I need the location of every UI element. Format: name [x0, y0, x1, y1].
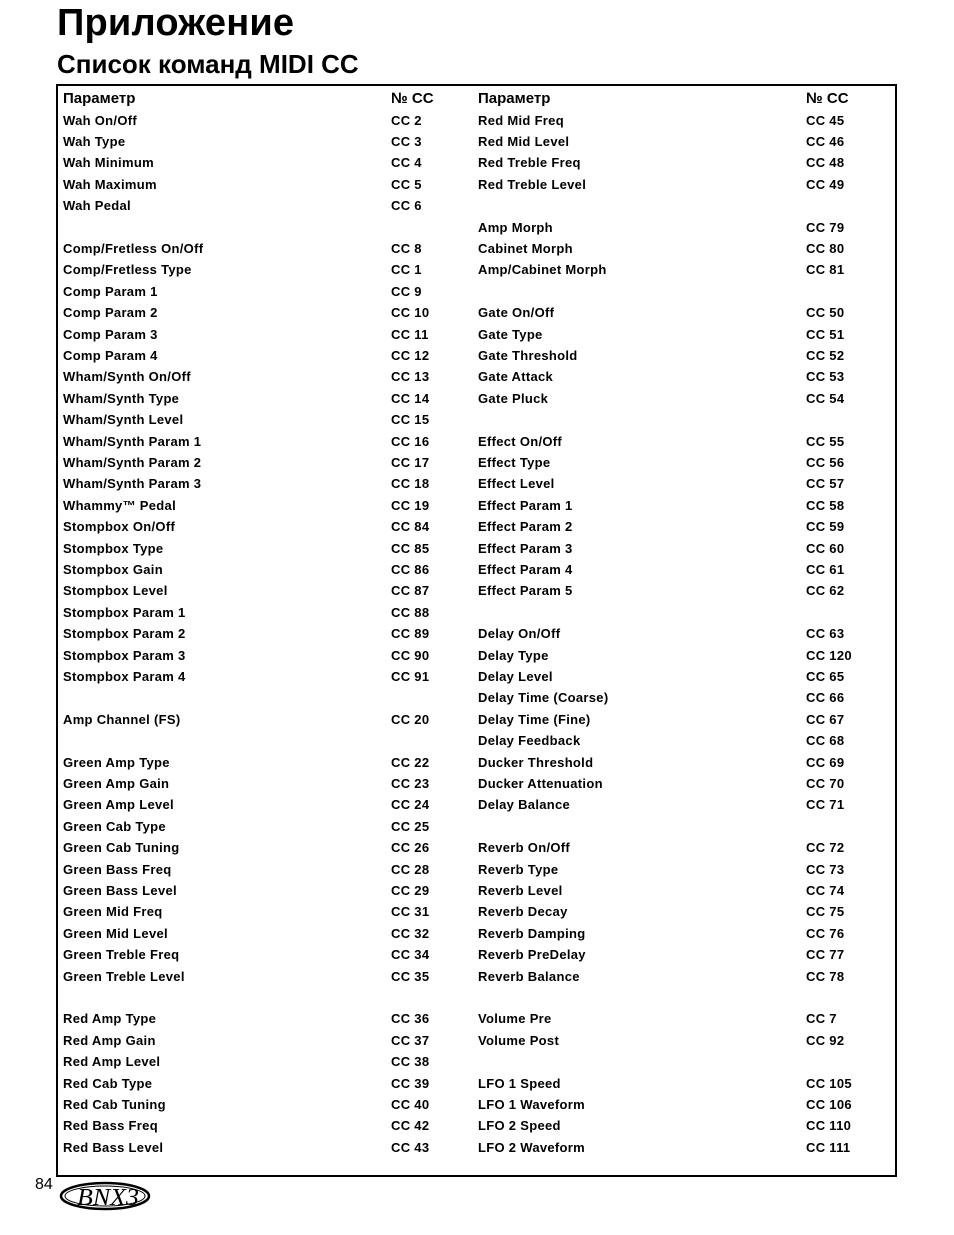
cc-number: CC 76: [806, 925, 845, 941]
cc-number: CC 67: [806, 711, 845, 727]
cc-number: CC 19: [391, 497, 430, 513]
param-name: Delay Type: [478, 647, 549, 663]
param-name: Green Amp Type: [63, 754, 170, 770]
param-name: Reverb PreDelay: [478, 947, 586, 963]
page-number: 84: [35, 1176, 53, 1193]
cc-number: CC 35: [391, 968, 430, 984]
cc-number: CC 69: [806, 754, 845, 770]
cc-number: CC 18: [391, 476, 430, 492]
cc-number: CC 85: [391, 540, 430, 556]
cc-number: CC 56: [806, 454, 845, 470]
cc-number: CC 15: [391, 412, 430, 428]
param-name: Cabinet Morph: [478, 240, 573, 256]
cc-number: CC 22: [391, 754, 430, 770]
param-name: Delay Level: [478, 668, 553, 684]
param-name: Comp/Fretless On/Off: [63, 240, 204, 256]
param-name: Red Cab Tuning: [63, 1096, 166, 1112]
cc-number: CC 50: [806, 305, 845, 321]
param-name: Gate Attack: [478, 369, 554, 385]
page-subtitle: Список команд MIDI CC: [57, 49, 359, 79]
param-name: Wah Minimum: [63, 155, 154, 171]
param-name: Volume Post: [478, 1032, 560, 1048]
param-name: Red Bass Level: [63, 1139, 164, 1155]
midi-cc-table: [56, 84, 897, 1177]
param-name: LFO 2 Speed: [478, 1118, 561, 1134]
cc-number: CC 86: [391, 561, 430, 577]
cc-number: CC 23: [391, 775, 430, 791]
cc-number: CC 88: [391, 604, 430, 620]
param-name: Gate Threshold: [478, 347, 578, 363]
param-name: Stompbox Type: [63, 540, 164, 556]
cc-number: CC 1: [391, 262, 422, 278]
param-name: Red Bass Freq: [63, 1118, 158, 1134]
param-name: Green Cab Type: [63, 818, 166, 834]
logo-text: BNX3: [77, 1185, 139, 1211]
param-name: Delay Balance: [478, 797, 571, 813]
param-name: Green Mid Freq: [63, 904, 163, 920]
cc-number: CC 24: [391, 797, 430, 813]
param-name: Effect Param 3: [478, 540, 573, 556]
cc-number: CC 31: [391, 904, 430, 920]
cc-number: CC 34: [391, 947, 430, 963]
param-name: Stompbox Param 1: [63, 604, 186, 620]
cc-number: CC 16: [391, 433, 430, 449]
param-name: Effect Param 1: [478, 497, 573, 513]
cc-number: CC 38: [391, 1054, 430, 1070]
cc-number: CC 65: [806, 668, 845, 684]
cc-number: CC 70: [806, 775, 845, 791]
cc-number: CC 29: [391, 882, 430, 898]
cc-number: CC 71: [806, 797, 845, 813]
param-name: Stompbox On/Off: [63, 519, 176, 535]
cc-number: CC 52: [806, 347, 845, 363]
cc-number: CC 51: [806, 326, 845, 342]
param-name: Wham/Synth Param 3: [63, 476, 202, 492]
cc-number: CC 28: [391, 861, 430, 877]
param-name: Green Treble Freq: [63, 947, 180, 963]
cc-number: CC 5: [391, 176, 422, 192]
cc-number: CC 90: [391, 647, 430, 663]
cc-number: CC 63: [806, 626, 845, 642]
param-name: Reverb Decay: [478, 904, 568, 920]
cc-number: CC 42: [391, 1118, 430, 1134]
param-name: Wah Type: [63, 133, 126, 149]
bnx3-logo: [57, 1178, 167, 1225]
cc-number: CC 12: [391, 347, 430, 363]
cc-number: CC 66: [806, 690, 845, 706]
cc-number: CC 91: [391, 668, 430, 684]
cc-number: CC 84: [391, 519, 430, 535]
header-cc: № CC: [806, 90, 849, 107]
param-name: Red Treble Level: [478, 176, 587, 192]
param-name: Wham/Synth Param 1: [63, 433, 202, 449]
cc-number: CC 48: [806, 155, 845, 171]
cc-number: CC 72: [806, 840, 845, 856]
cc-number: CC 2: [391, 112, 422, 128]
cc-number: CC 36: [391, 1011, 430, 1027]
param-name: Wah Maximum: [63, 176, 157, 192]
cc-number: CC 74: [806, 882, 845, 898]
cc-number: CC 8: [391, 240, 422, 256]
param-name: Reverb On/Off: [478, 840, 571, 856]
cc-number: CC 81: [806, 262, 845, 278]
param-name: Red Mid Level: [478, 133, 570, 149]
cc-number: CC 13: [391, 369, 430, 385]
cc-number: CC 11: [391, 326, 429, 342]
param-name: Reverb Balance: [478, 968, 580, 984]
cc-number: CC 59: [806, 519, 845, 535]
cc-number: CC 87: [391, 583, 430, 599]
header-cc: № CC: [391, 90, 434, 107]
cc-number: CC 105: [806, 1075, 852, 1091]
cc-number: CC 55: [806, 433, 845, 449]
cc-number: CC 14: [391, 390, 430, 406]
header-param: Параметр: [478, 90, 551, 107]
cc-number: CC 61: [806, 561, 845, 577]
cc-number: CC 7: [806, 1011, 837, 1027]
param-name: Stompbox Param 2: [63, 626, 186, 642]
param-name: Gate Type: [478, 326, 543, 342]
param-name: Effect Param 4: [478, 561, 573, 577]
cc-number: CC 68: [806, 733, 845, 749]
param-name: Green Bass Freq: [63, 861, 172, 877]
param-name: Delay Feedback: [478, 733, 581, 749]
cc-number: CC 49: [806, 176, 845, 192]
param-name: Comp Param 4: [63, 347, 158, 363]
param-name: Wham/Synth Type: [63, 390, 180, 406]
cc-number: CC 25: [391, 818, 430, 834]
cc-number: CC 73: [806, 861, 845, 877]
param-name: Effect Param 5: [478, 583, 573, 599]
param-name: Red Amp Level: [63, 1054, 161, 1070]
cc-number: CC 106: [806, 1096, 852, 1112]
cc-number: CC 3: [391, 133, 422, 149]
param-name: Volume Pre: [478, 1011, 552, 1027]
cc-number: CC 78: [806, 968, 845, 984]
cc-number: CC 32: [391, 925, 430, 941]
param-name: Reverb Type: [478, 861, 559, 877]
param-name: Red Cab Type: [63, 1075, 153, 1091]
cc-number: CC 75: [806, 904, 845, 920]
cc-number: CC 4: [391, 155, 422, 171]
cc-number: CC 79: [806, 219, 845, 235]
page-title: Приложение: [57, 2, 295, 44]
param-name: Wham/Synth Level: [63, 412, 184, 428]
param-name: Comp/Fretless Type: [63, 262, 192, 278]
param-name: Stompbox Gain: [63, 561, 163, 577]
param-name: Wah On/Off: [63, 112, 138, 128]
param-name: Comp Param 1: [63, 283, 158, 299]
param-name: Amp/Cabinet Morph: [478, 262, 607, 278]
cc-number: CC 20: [391, 711, 430, 727]
param-name: Delay Time (Fine): [478, 711, 591, 727]
cc-number: CC 54: [806, 390, 845, 406]
cc-number: CC 46: [806, 133, 845, 149]
param-name: Amp Morph: [478, 219, 553, 235]
cc-number: CC 80: [806, 240, 845, 256]
param-name: LFO 1 Speed: [478, 1075, 561, 1091]
cc-number: CC 120: [806, 647, 852, 663]
param-name: Delay Time (Coarse): [478, 690, 609, 706]
param-name: Gate Pluck: [478, 390, 549, 406]
cc-number: CC 6: [391, 198, 422, 214]
cc-number: CC 10: [391, 305, 430, 321]
cc-number: CC 40: [391, 1096, 430, 1112]
param-name: Stompbox Param 4: [63, 668, 186, 684]
param-name: Red Amp Type: [63, 1011, 157, 1027]
param-name: Comp Param 3: [63, 326, 158, 342]
cc-number: CC 39: [391, 1075, 430, 1091]
param-name: Ducker Attenuation: [478, 775, 603, 791]
param-name: Stompbox Param 3: [63, 647, 186, 663]
param-name: Green Amp Level: [63, 797, 174, 813]
param-name: Green Treble Level: [63, 968, 185, 984]
param-name: Green Mid Level: [63, 925, 168, 941]
cc-number: CC 58: [806, 497, 845, 513]
cc-number: CC 17: [391, 454, 430, 470]
cc-number: CC 77: [806, 947, 845, 963]
cc-number: CC 9: [391, 283, 422, 299]
param-name: LFO 1 Waveform: [478, 1096, 586, 1112]
param-name: Green Cab Tuning: [63, 840, 180, 856]
cc-number: CC 111: [806, 1139, 851, 1155]
param-name: LFO 2 Waveform: [478, 1139, 586, 1155]
cc-number: CC 62: [806, 583, 845, 599]
param-name: Red Mid Freq: [478, 112, 564, 128]
param-name: Wah Pedal: [63, 198, 131, 214]
cc-number: CC 57: [806, 476, 845, 492]
cc-number: CC 89: [391, 626, 430, 642]
param-name: Stompbox Level: [63, 583, 168, 599]
param-name: Ducker Threshold: [478, 754, 594, 770]
param-name: Red Treble Freq: [478, 155, 581, 171]
param-name: Effect On/Off: [478, 433, 563, 449]
cc-number: CC 110: [806, 1118, 852, 1134]
param-name: Green Amp Gain: [63, 775, 170, 791]
cc-number: CC 43: [391, 1139, 430, 1155]
cc-number: CC 92: [806, 1032, 845, 1048]
param-name: Reverb Damping: [478, 925, 586, 941]
cc-number: CC 26: [391, 840, 430, 856]
cc-number: CC 45: [806, 112, 845, 128]
cc-number: CC 53: [806, 369, 845, 385]
param-name: Effect Param 2: [478, 519, 573, 535]
header-param: Параметр: [63, 90, 136, 107]
param-name: Effect Type: [478, 454, 551, 470]
cc-number: CC 60: [806, 540, 845, 556]
param-name: Green Bass Level: [63, 882, 177, 898]
param-name: Gate On/Off: [478, 305, 555, 321]
param-name: Reverb Level: [478, 882, 563, 898]
param-name: Red Amp Gain: [63, 1032, 156, 1048]
param-name: Whammy™ Pedal: [63, 497, 176, 513]
param-name: Wham/Synth On/Off: [63, 369, 191, 385]
param-name: Delay On/Off: [478, 626, 561, 642]
param-name: Wham/Synth Param 2: [63, 454, 202, 470]
param-name: Comp Param 2: [63, 305, 158, 321]
param-name: Amp Channel (FS): [63, 711, 181, 727]
param-name: Effect Level: [478, 476, 555, 492]
cc-number: CC 37: [391, 1032, 430, 1048]
